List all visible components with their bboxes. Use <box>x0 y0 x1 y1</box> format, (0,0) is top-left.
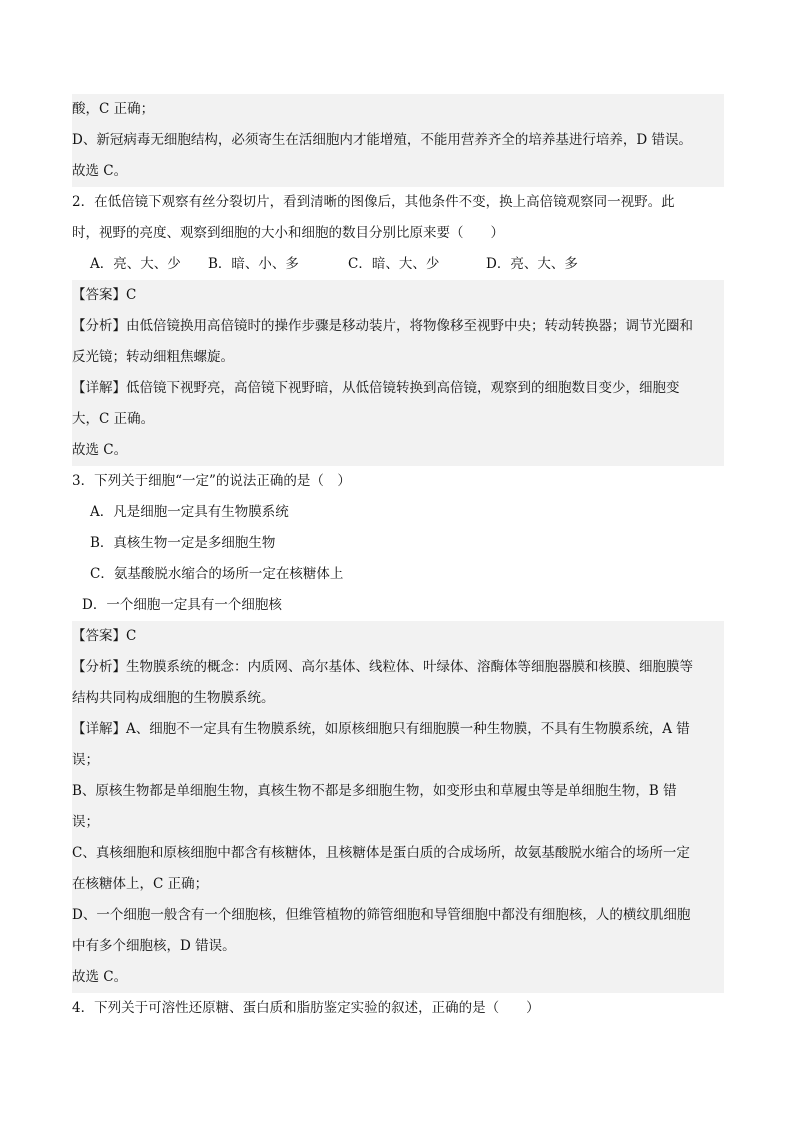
option-c: C．暗、大、少 <box>348 256 440 272</box>
detail-line: 大，C 正确。 <box>72 404 724 435</box>
question-2-stem: 2．在低倍镜下观察有丝分裂切片，看到清晰的图像后，其他条件不变，换上高倍镜观察同一视野。此 <box>72 194 675 210</box>
analysis-line: 反光镜；转动细粗焦螺旋。 <box>72 342 724 373</box>
detail-line: 在核糖体上，C 正确； <box>72 869 724 900</box>
detail-line: 误； <box>72 807 724 838</box>
detail-line: 【详解】低倍镜下视野亮，高倍镜下视野暗，从低倍镜转换到高倍镜，观察到的细胞数目变少，细胞变 <box>72 373 724 404</box>
analysis-line: 【分析】生物膜系统的概念：内质网、高尔基体、线粒体、叶绿体、溶酶体等细胞器膜和核膜、细胞膜等 <box>72 652 724 683</box>
text-line: 故选 C。 <box>72 156 724 187</box>
option-d: D．一个细胞一定具有一个细胞核 <box>82 597 282 613</box>
detail-line: 【详解】A、细胞不一定具有生物膜系统，如原核细胞只有细胞膜一种生物膜，不具有生物膜系统，A 错 <box>72 714 724 745</box>
question-3-stem: 3．下列关于细胞“一定”的说法正确的是（ ） <box>72 473 351 489</box>
option-c: C．氨基酸脱水缩合的场所一定在核糖体上 <box>90 566 344 582</box>
option-b: B．暗、小、多 <box>208 256 299 272</box>
conclusion-line: 故选 C。 <box>72 435 724 466</box>
text-line: 酸，C 正确； <box>72 94 724 125</box>
text-line: D、新冠病毒无细胞结构，必须寄生在活细胞内才能增殖，不能用营养齐全的培养基进行培养，D 错误。 <box>72 125 724 156</box>
detail-line: C、真核细胞和原核细胞中都含有核糖体，且核糖体是蛋白质的合成场所，故氨基酸脱水缩合的场所一定 <box>72 838 724 869</box>
document-page <box>72 94 724 1024</box>
option-d: D．亮、大、多 <box>486 256 578 272</box>
question-4-stem: 4．下列关于可溶性还原糖、蛋白质和脂肪鉴定实验的叙述，正确的是（ ） <box>72 1000 540 1016</box>
question-2-stem-cont: 时，视野的亮度、观察到细胞的大小和细胞的数目分别比原来要（ ） <box>72 225 504 241</box>
analysis-line: 【分析】由低倍镜换用高倍镜时的操作步骤是移动装片，将物像移至视野中央；转动转换器；调节光圈和 <box>72 311 724 342</box>
detail-line: B、原核生物都是单细胞生物，真核生物不都是多细胞生物，如变形虫和草履虫等是单细胞生物，B 错 <box>72 776 724 807</box>
option-b: B．真核生物一定是多细胞生物 <box>90 535 276 551</box>
detail-line: 误； <box>72 745 724 776</box>
detail-line: 中有多个细胞核，D 错误。 <box>72 931 724 962</box>
answer-line: 【答案】C <box>72 621 724 652</box>
conclusion-line: 故选 C。 <box>72 962 724 993</box>
answer-line: 【答案】C <box>72 280 724 311</box>
question-2-options <box>72 249 724 280</box>
analysis-line: 结构共同构成细胞的生物膜系统。 <box>72 683 724 714</box>
option-a: A．亮、大、少 <box>90 256 181 272</box>
detail-line: D、一个细胞一般含有一个细胞核，但维管植物的筛管细胞和导管细胞中都没有细胞核，人的横纹肌细胞 <box>72 900 724 931</box>
option-a: A．凡是细胞一定具有生物膜系统 <box>90 504 289 520</box>
